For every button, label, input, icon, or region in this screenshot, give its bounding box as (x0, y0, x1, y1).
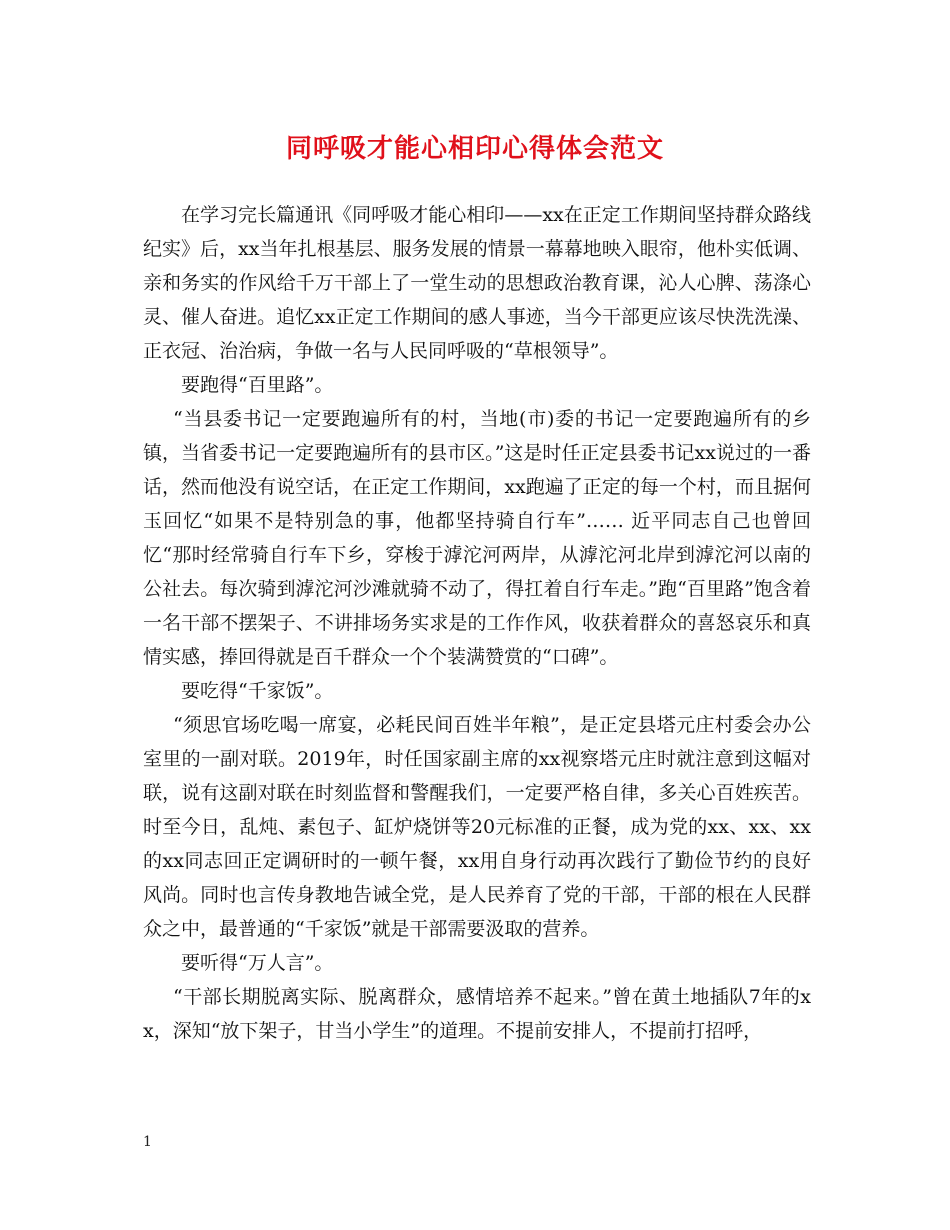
paragraph-intro: 在学习完长篇通讯《同呼吸才能心相印——xx在正定工作期间坚持群众路线纪实》后，xx当年扎根基层、服务发展的情景一幕幕地映入眼帘，他朴实低调、亲和务实的作风给千万干部上了一堂生动的思想政治教育课，沁人心脾、荡涤心灵、催人奋进。追忆xx正定工作期间的感人事迹，当今干部更应该尽快洗洗澡、正衣冠、治治病，争做一名与人民同呼吸的“草根领导”。 (143, 204, 811, 362)
paragraph-qianjiafan: “须思官场吃喝一席宴，必耗民间百姓半年粮”，是正定县塔元庄村委会办公室里的一副对联。2019年，时任国家副主席的xx视察塔元庄时就注意到这幅对联，说有这副对联在时刻监督和警醒我们，一定要严格自律，多关心百姓疾苦。时至今日，乱炖、素包子、缸炉烧饼等20元标准的正餐，成为党的xx、xx、xx的xx同志回正定调研时的一顿午餐，xx用自身行动再次践行了勤俭节约的良好风尚。同时也言传身教地告诫全党，是人民养育了党的干部，干部的根在人民群众之中，最普通的“千家饭”就是干部需要汲取的营养。 (143, 714, 811, 940)
section-heading-baililu: 要跑得“百里路”。 (181, 374, 334, 396)
page-number: 1 (143, 1134, 152, 1150)
paragraph-wanrenyan: “干部长期脱离实际、脱离群众，感情培养不起来。”曾在黄土地插队7年的xx，深知“放下架子，甘当小学生”的道理。不提前安排人，不提前打招呼， (143, 986, 811, 1042)
document-body (143, 198, 811, 1048)
paragraph-baililu: “当县委书记一定要跑遍所有的村，当地(市)委的书记一定要跑遍所有的乡镇，当省委书记一定要跑遍所有的县市区。”这是时任正定县委书记xx说过的一番话，然而他没有说空话，在正定工作期间，xx跑遍了正定的每一个村，而且据何玉回忆“如果不是特别急的事，他都坚持骑自行车”…… 近平同志自己也曾回忆“那时经常骑自行车下乡，穿梭于滹沱河两岸，从滹沱河北岸到滹沱河以南的公社去。每次骑到滹沱河沙滩就骑不动了，得扛着自行车走。”跑“百里路”饱含着一名干部不摆架子、不讲排场务实求是的工作作风，收获着群众的喜怒哀乐和真情实感，捧回得就是百千群众一个个装满赞赏的“口碑”。 (143, 408, 811, 668)
section-heading-qianjiafan: 要吃得“千家饭”。 (181, 680, 334, 702)
document-title: 同呼吸才能心相印心得体会范文 (285, 134, 664, 164)
section-heading-wanrenyan: 要听得“万人言”。 (181, 952, 334, 974)
